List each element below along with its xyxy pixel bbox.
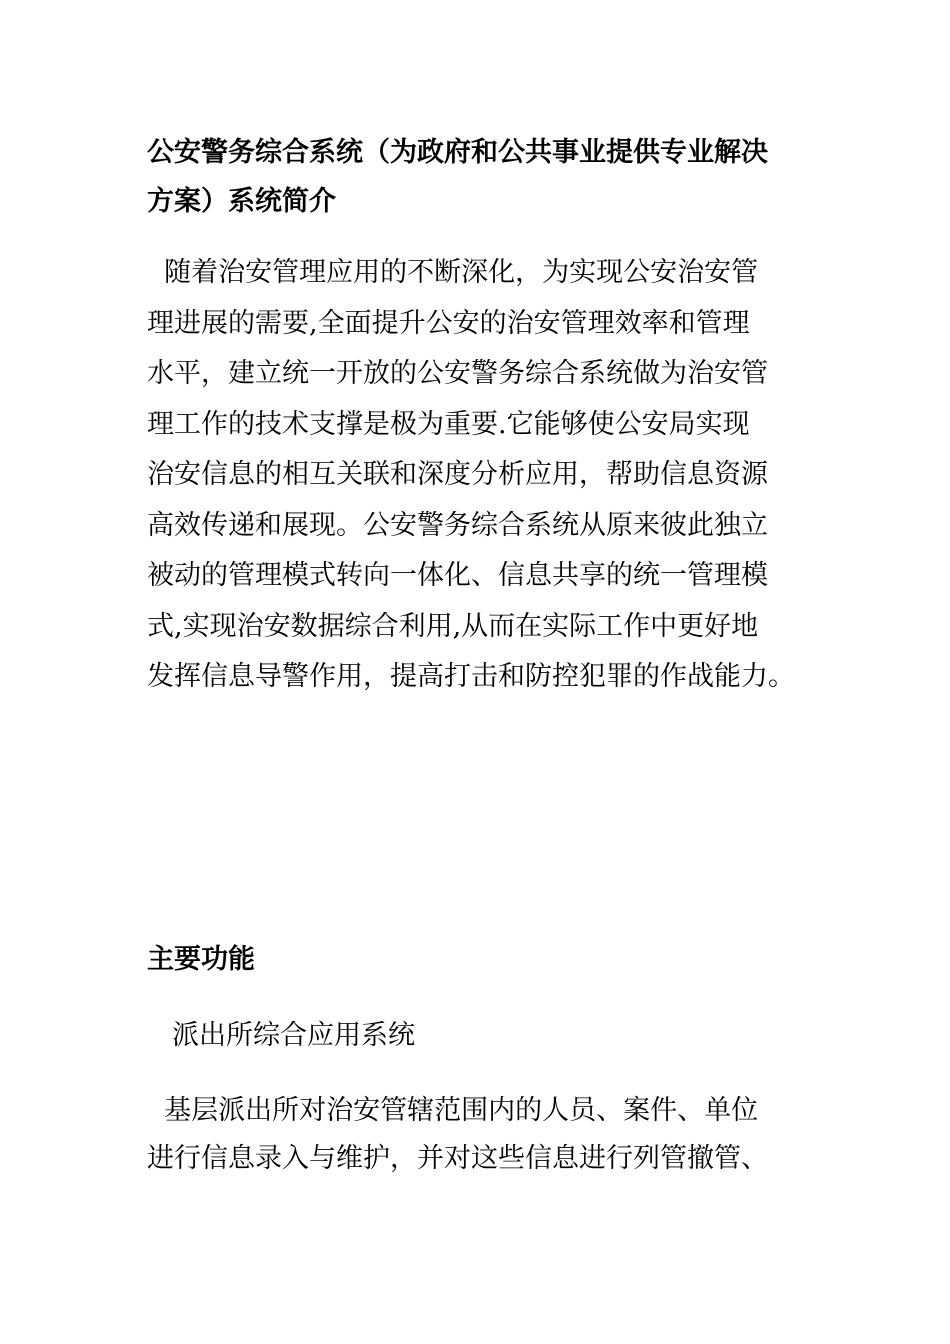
intro-paragraph: [147, 248, 827, 703]
intro-line: 治安信息的相互关联和深度分析应用，帮助信息资源: [147, 459, 768, 490]
intro-line: 高效传递和展现。公安警务综合系统从原来彼此独立: [147, 509, 768, 541]
intro-line: 水平，建立统一开放的公安警务综合系统做为治安管: [147, 358, 768, 389]
title-line: 方案）系统简介: [147, 186, 336, 217]
body-paragraph: [147, 1087, 827, 1183]
section-heading: 主要功能: [147, 944, 255, 975]
intro-line: 被动的管理模式转向一体化、信息共享的统一管理模: [147, 560, 768, 591]
document-title: [147, 128, 817, 226]
body-line: 进行信息录入与维护，并对这些信息进行列管撤管、: [147, 1143, 768, 1174]
intro-line: 理进展的需要,全面提升公安的治安管理效率和管理: [147, 307, 750, 339]
subsection-title: 派出所综合应用系统: [172, 1020, 415, 1051]
intro-line: 发挥信息导警作用，提高打击和防控犯罪的作战能力。: [147, 661, 795, 692]
intro-line: 随着治安管理应用的不断深化，为实现公安治安管: [147, 257, 759, 288]
body-line: 基层派出所对治安管辖范围内的人员、案件、单位: [147, 1095, 759, 1126]
intro-line: 理工作的技术支撑是极为重要.它能够使公安局实现: [147, 408, 750, 440]
title-line: 公安警务综合系统（为政府和公共事业提供专业解决: [147, 137, 768, 168]
intro-line: 式,实现治安数据综合利用,从而在实际工作中更好地: [147, 610, 759, 642]
